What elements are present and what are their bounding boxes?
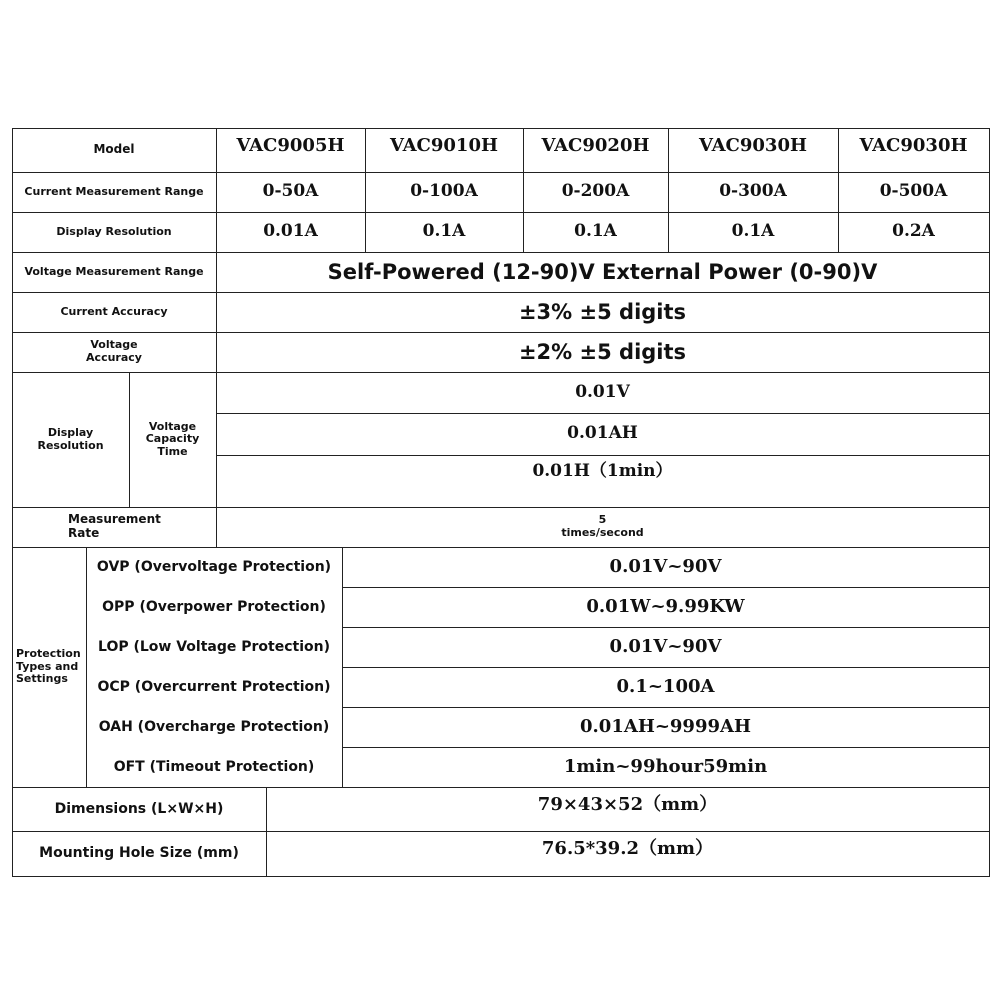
model-cell: VAC9020H (541, 134, 650, 156)
current-range-cell: 0-100A (410, 181, 478, 202)
table-border-right (989, 128, 990, 877)
display-resolution-sub-line: Voltage (148, 419, 197, 433)
display-resolution-sub-line: Time (157, 444, 188, 458)
protection-type-name: OCP (Overcurrent Protection) (97, 678, 331, 695)
voltage-accuracy-label-line: Accuracy (86, 351, 142, 364)
model-label: Model (93, 142, 135, 157)
display-resolution-cell: 0.2A (892, 221, 935, 242)
protection-label-line: Types and (16, 659, 79, 673)
current-accuracy-value: ±3% ±5 digits (518, 299, 687, 324)
protection-label-line: Settings (16, 672, 68, 686)
protection-setting-value: 0.01V~90V (609, 635, 722, 657)
mounting-hole-label: Mounting Hole Size (mm) (39, 845, 239, 862)
time-resolution-value: 0.01H（1min） (532, 461, 673, 482)
protection-type-name: OFT (Timeout Protection) (113, 758, 315, 775)
model-cell: VAC9005H (236, 134, 345, 156)
protection-type-name: OVP (Overvoltage Protection) (96, 558, 332, 575)
protection-setting-value: 0.01V~90V (609, 555, 722, 577)
measurement-rate-label-line: Measurement (68, 512, 161, 527)
dimensions-label: Dimensions (L×W×H) (54, 800, 224, 817)
current-range-cell: 0-200A (561, 181, 630, 202)
voltage-accuracy-value: ±2% ±5 digits (518, 339, 687, 364)
measurement-rate-value (216, 507, 989, 547)
measurement-rate-label-line: Rate (68, 526, 100, 540)
protection-type-name: OPP (Overpower Protection) (102, 598, 326, 615)
display-resolution-group-label (12, 372, 129, 507)
voltage-accuracy-label (12, 332, 216, 372)
protection-setting-value: 0.1~100A (616, 675, 715, 697)
current-range-cell: 0-500A (879, 181, 948, 202)
measurement-rate-value-line: 5 (598, 513, 607, 527)
measurement-rate-value-line: times/second (561, 526, 644, 539)
measurement-rate-label (12, 507, 216, 547)
display-resolution-sub-label (129, 372, 216, 507)
current-range-cell: 0-50A (262, 181, 319, 202)
model-cell: VAC9030H (699, 134, 807, 156)
dimensions-value: 79×43×52（mm） (537, 793, 718, 815)
display-resolution-label-line: Display (47, 425, 94, 439)
voltage-range-label: Voltage Measurement Range (24, 264, 204, 278)
display-resolution-sub-line: Capacity (145, 432, 200, 446)
protection-group-label (12, 547, 86, 787)
display-resolution-label: Display Resolution (56, 224, 172, 238)
protection-setting-value: 1min~99hour59min (563, 755, 768, 777)
display-resolution-cell: 0.01A (263, 221, 318, 242)
display-resolution-cell: 0.1A (574, 221, 617, 242)
display-resolution-cell: 0.1A (731, 221, 775, 242)
mounting-hole-value: 76.5*39.2（mm） (541, 837, 714, 859)
protection-setting-value: 0.01W~9.99KW (586, 595, 745, 617)
protection-setting-value: 0.01AH~9999AH (580, 715, 751, 737)
current-accuracy-label: Current Accuracy (60, 304, 168, 318)
protection-label-line: Protection (16, 647, 81, 661)
model-cell: VAC9010H (390, 134, 498, 156)
voltage-resolution-value: 0.01V (575, 381, 630, 402)
display-resolution-label-line: Resolution (37, 438, 104, 452)
capacity-resolution-value: 0.01AH (567, 423, 638, 444)
display-resolution-cell: 0.1A (422, 221, 466, 242)
protection-type-name: LOP (Low Voltage Protection) (98, 638, 330, 655)
voltage-range-value: Self-Powered (12-90)V External Power (0-90)V (327, 259, 878, 284)
model-cell: VAC9030H (859, 134, 968, 156)
current-range-label: Current Measurement Range (24, 184, 204, 198)
current-range-cell: 0-300A (719, 181, 787, 202)
voltage-accuracy-label-line: Voltage (90, 338, 138, 352)
protection-type-name: OAH (Overcharge Protection) (98, 718, 330, 735)
table-border-bottom (12, 876, 990, 877)
